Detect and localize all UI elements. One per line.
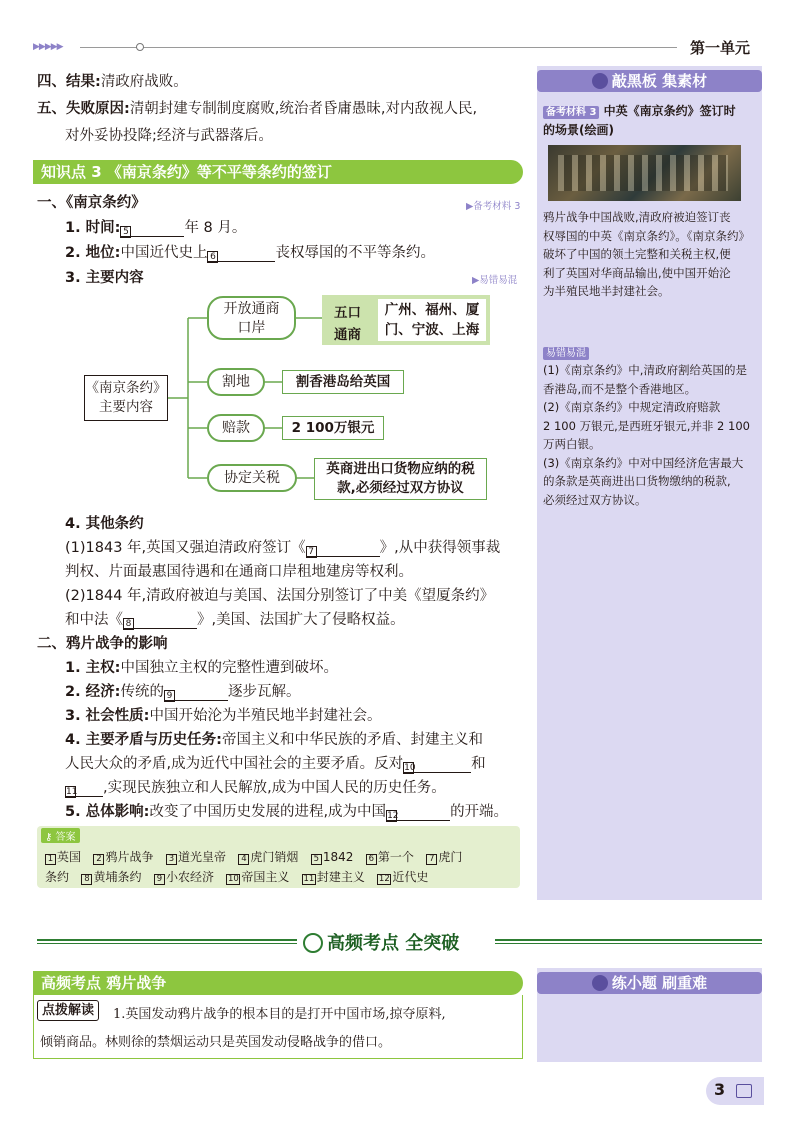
material-text-line: 为半殖民地半封建社会。 (543, 284, 670, 298)
content-label: 3. 主要内容 (65, 270, 144, 286)
tariff-content (314, 458, 487, 500)
banner-icon (303, 933, 323, 953)
answer-item (166, 848, 226, 865)
answers-row1 (45, 848, 462, 865)
hf-title: 高频考点 鸦片战争 (41, 974, 167, 992)
impact-5-before: 改变了中国历史发展的进程,成为中国 (149, 804, 387, 820)
impact-3-label: 3. 社会性质: (65, 708, 150, 724)
status-before: 中国近代史上 (120, 245, 208, 261)
hf-title-bar (33, 971, 523, 995)
answers-row2 (45, 868, 428, 885)
sidebar-error-tag-text: 易错易混 (543, 347, 589, 360)
blank-11 (65, 781, 103, 797)
book-icon (736, 1084, 752, 1098)
impact-2-after: 逐步瓦解。 (227, 684, 301, 700)
error-text-line: (3)《南京条约》中对中国经济危害最大 (543, 455, 744, 470)
treaty-signing-painting (548, 145, 741, 201)
answer-item (366, 848, 414, 865)
material-text-line: 鸦片战争中国战败,清政府被迫签订丧 (543, 210, 731, 224)
impact-3-text: 中国开始沦为半殖民地半封建社会。 (149, 708, 382, 724)
error-text-line: 万两白银。 (543, 437, 601, 451)
answer-text: 虎门 (438, 850, 463, 864)
branch-open-ports (207, 296, 296, 340)
answer-num: 9 (154, 874, 165, 885)
answer-num: 6 (366, 854, 377, 865)
result-label: 四、结果: (37, 74, 101, 90)
answer-num: 7 (426, 854, 437, 865)
error-text-line: 2 100 万银元,是西班牙银元,并非 2 100 (543, 418, 750, 433)
impact-1-label: 1. 主权: (65, 660, 121, 676)
answer-item (154, 868, 214, 885)
status-label: 2. 地位: (65, 245, 121, 261)
answer-key-icon: ⚷ (45, 832, 53, 843)
failure-line-2: 对外妥协投降;经济与武器落后。 (65, 128, 273, 144)
page-number: 3 (714, 1080, 726, 1099)
error-text-line: 必须经过双方协议。 (543, 492, 647, 507)
teacher-icon (592, 73, 608, 89)
material-text-line: 权辱国的中英《南京条约》。《南京条约》 (543, 228, 750, 243)
answer-text: 道光皇帝 (177, 850, 226, 864)
ports-title1: 五口 (334, 305, 361, 321)
impact-3 (65, 706, 381, 726)
answer-text: 鸦片战争 (105, 850, 154, 864)
time-after: 年 8 月。 (184, 220, 247, 236)
other-p2-b: 和中法《 (65, 612, 123, 628)
other-p2-line1: (2)1844 年,清政府被迫与美国、法国分别签订了中美《望厦条约》 (65, 588, 495, 604)
banner-rule-left (37, 939, 297, 944)
material-tag: 备考材料 3 (543, 106, 599, 119)
student-icon (592, 975, 608, 991)
answer-item (426, 848, 462, 865)
hint-label: 点拨解读 (37, 1000, 99, 1021)
num-7: 7 (306, 546, 317, 558)
answers-box (37, 826, 520, 888)
answers-label (41, 828, 80, 843)
answer-text: 小农经济 (165, 870, 214, 884)
impact-4-text3: ,实现民族独立和人民解放,成为中国人民的历史任务。 (103, 780, 446, 796)
sec1-title: 一、《南京条约》 (37, 195, 146, 211)
answer-text: 近代史 (392, 870, 429, 884)
answer-text: 条约 (45, 870, 70, 884)
impact-5-after: 的开端。 (450, 804, 509, 820)
answer-num: 11 (303, 874, 315, 884)
ports-line1: 广州、福州、厦 (384, 302, 480, 318)
sidebar-head (537, 70, 762, 92)
answer-text: 英国 (57, 850, 82, 864)
answer-num: 1 (45, 854, 56, 865)
blank-9 (164, 685, 228, 701)
answer-item (311, 850, 354, 865)
impact-2-before: 传统的 (120, 684, 164, 700)
material-title1: 中英《南京条约》签订时 (603, 104, 736, 118)
answer-item (238, 848, 298, 865)
answer-item (81, 868, 141, 885)
error-text-line: 的条款是英商进出口货物缴纳的税款, (543, 474, 731, 488)
impact-4-text2b: 和 (471, 756, 486, 772)
num-5: 5 (120, 226, 131, 238)
material-text (543, 208, 750, 301)
answer-num: 10 (227, 874, 239, 884)
material-text-line: 利了英国对华商品输出,使中国开始沦 (543, 265, 731, 280)
answers-label-text: 答案 (55, 832, 76, 843)
num-9: 9 (164, 690, 175, 702)
impact-1-text: 中国独立主权的完整性遭到破坏。 (120, 660, 338, 676)
other-treaties-title: 4. 其他条约 (65, 516, 144, 532)
mindmap-center-line1: 《南京条约》 (85, 380, 167, 396)
ports-list (378, 299, 486, 341)
tariff-line1: 英商进出口货物应纳的税 (326, 461, 475, 477)
impact-4-label: 4. 主要矛盾与历史任务: (65, 732, 222, 748)
answer-num: 12 (378, 874, 390, 884)
answer-text: 1842 (322, 850, 354, 864)
other-p2-line2 (65, 610, 405, 630)
sidebar-head-text: 敲黑板 集素材 (611, 72, 708, 90)
kp3-title: 知识点 3 《南京条约》等不平等条约的签订 (41, 163, 332, 181)
tariff-line2: 款,必须经过双方协议 (337, 480, 464, 496)
answer-text: 帝国主义 (241, 870, 290, 884)
status-after: 丧权辱国的不平等条约。 (275, 245, 435, 261)
ref-tag: ▶备考材料 3 (466, 201, 521, 212)
error-text-line: (2)《南京条约》中规定清政府赔款 (543, 400, 721, 414)
material-title-row (543, 100, 736, 122)
blank-12 (386, 805, 450, 821)
hint-text1: 1.英国发动鸦片战争的根本目的是打开中国市场,掠夺原料, (113, 1007, 446, 1022)
answer-item (377, 868, 428, 885)
answer-item (93, 848, 153, 865)
impact-4-line1 (65, 730, 483, 750)
branch-cede: 割地 (207, 368, 265, 396)
other-p1-a: (1)1843 年,英国又强迫清政府签订《 (65, 540, 306, 556)
answer-num: 5 (311, 854, 322, 865)
time-label: 1. 时间: (65, 220, 121, 236)
banner-title (303, 929, 459, 955)
other-p2-c: 》,美国、法国扩大了侵略权益。 (197, 612, 405, 628)
impact-2 (65, 682, 300, 702)
impact-4-line2 (65, 754, 486, 774)
answer-item (226, 868, 289, 885)
other-p1-line2: 判权、片面最惠国待遇和在通商口岸租地建房等权利。 (65, 564, 413, 580)
answer-text: 黄埔条约 (93, 870, 142, 884)
answer-num: 3 (166, 854, 177, 865)
result-text: 清政府战败。 (100, 74, 188, 90)
practice-head-text: 练小题 刷重难 (611, 974, 708, 992)
branch-open-ports-line1: 开放通商 (223, 301, 280, 317)
failure-text: 清朝封建专制制度腐败,统治者昏庸愚昧,对内敌视人民, (129, 101, 478, 117)
answer-item (45, 848, 81, 865)
banner-rule-right (495, 939, 762, 944)
ports-box (322, 295, 490, 345)
ports-line2: 门、宁波、上海 (384, 322, 480, 338)
other-p1-line1 (65, 538, 500, 558)
hint-text2: 倾销商品。林则徐的禁烟运动只是英国发动侵略战争的借口。 (40, 1035, 392, 1050)
answer-text: 封建主义 (316, 870, 365, 884)
error-tag-main: ▶易错易混 (472, 275, 518, 286)
impact-5-label: 5. 总体影响: (65, 804, 150, 820)
header-arrows: ▶▶▶▶▶ (33, 42, 63, 52)
num-11: 11 (66, 787, 78, 797)
unit-title: 第一单元 (690, 39, 751, 57)
impact-1 (65, 658, 338, 678)
answer-text: 第一个 (377, 850, 414, 864)
num-8: 8 (123, 618, 134, 630)
impact-2-label: 2. 经济: (65, 684, 121, 700)
mindmap-center-line2: 主要内容 (99, 399, 153, 415)
answer-text: 虎门销烟 (250, 850, 299, 864)
impact-5 (65, 802, 508, 822)
num-6: 6 (207, 251, 218, 263)
branch-indemnity: 赔款 (207, 414, 265, 442)
impact-4-text1: 帝国主义和中华民族的矛盾、封建主义和 (221, 732, 483, 748)
material-title2: 的场景(绘画) (543, 123, 614, 137)
branch-tariff: 协定关税 (207, 464, 297, 492)
num-12: 12 (387, 811, 399, 821)
error-text (543, 361, 750, 509)
blank-10 (403, 757, 471, 773)
error-text-line: (1)《南京条约》中,清政府割给英国的是 (543, 363, 747, 377)
num-10: 10 (404, 763, 416, 773)
sidebar-error-tag (543, 344, 589, 360)
mindmap-center (84, 375, 168, 421)
answer-item (302, 868, 365, 885)
indemnity-content: 2 100万银元 (282, 416, 384, 440)
error-text-line: 香港岛,而不是整个香港地区。 (543, 381, 697, 396)
impact-title: 二、鸦片战争的影响 (37, 636, 168, 652)
blank-8 (123, 613, 197, 629)
ports-title2: 通商 (334, 327, 361, 343)
failure-label: 五、失败原因: (37, 101, 130, 117)
answer-num: 2 (93, 854, 104, 865)
material-text-line: 破坏了中国的领土完整和关税主权,便 (543, 247, 731, 261)
blank-7 (306, 541, 380, 557)
other-p1-b: 》,从中获得领事裁 (379, 540, 501, 556)
branch-open-ports-line2: 口岸 (237, 320, 266, 336)
impact-4-line3 (65, 778, 446, 798)
practice-head (537, 972, 762, 994)
impact-4-text2a: 人民大众的矛盾,成为近代中国社会的主要矛盾。反对 (65, 756, 404, 772)
answer-num: 4 (238, 854, 249, 865)
answer-num: 8 (81, 874, 92, 885)
answer-item (45, 868, 69, 885)
banner-title-text: 高频考点 全突破 (327, 933, 460, 954)
cede-content: 割香港岛给英国 (282, 370, 404, 394)
